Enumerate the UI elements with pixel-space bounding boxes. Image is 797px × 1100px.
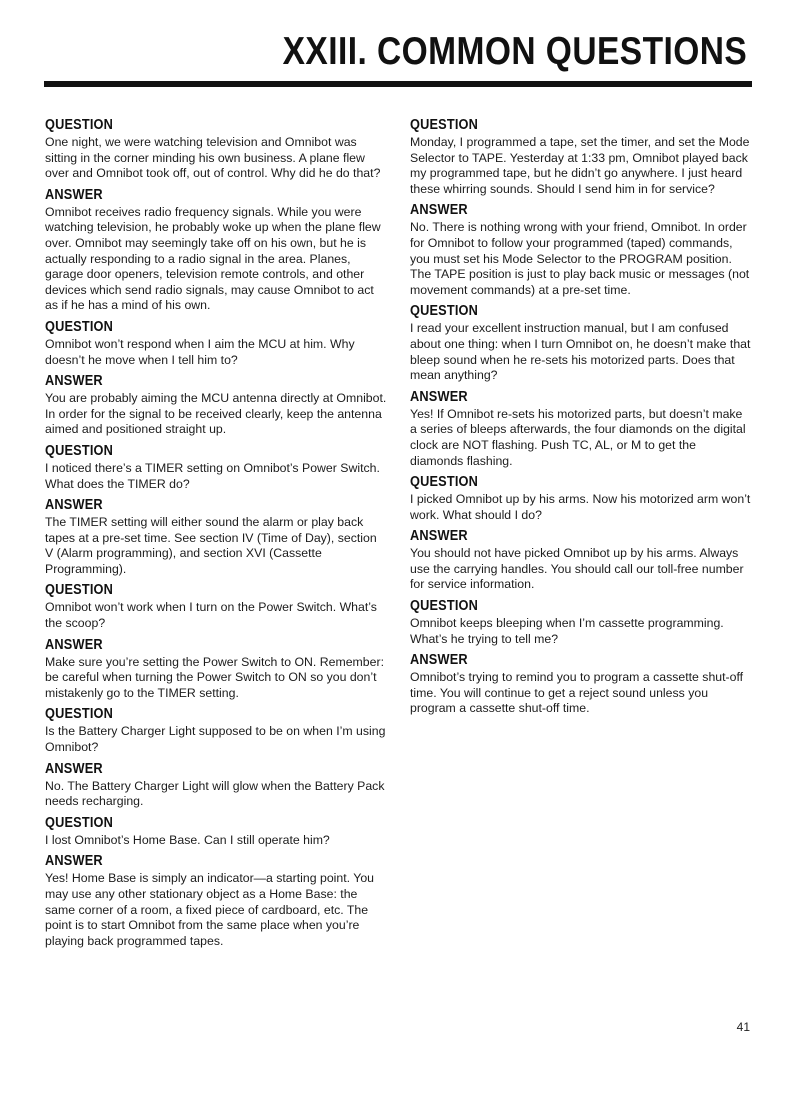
qa-item [45, 582, 387, 701]
answer-label: ANSWER [45, 636, 103, 653]
question-label: QUESTION [410, 303, 479, 320]
question-text: Omnibot won’t work when I turn on the Power Switch. What’s the scoop? [45, 600, 377, 631]
question-label: QUESTION [45, 706, 114, 723]
question-text: One night, we were watching television and Omnibot was sitting in the corner minding his own business. A plane flew over and Omnibot took off, out of control. Why did he do that? [45, 135, 381, 181]
answer-text: Omnibot’s trying to remind you to program a cassette shut-off time. You will continue to get a reject sound unless you program a cassette shut-off time. [410, 670, 744, 716]
question-label: QUESTION [45, 117, 114, 133]
qa-item [410, 303, 752, 469]
question-text: I noticed there’s a TIMER setting on Omnibot’s Power Switch. What does the TIMER do? [45, 460, 380, 491]
answer-label: ANSWER [410, 528, 468, 545]
answer-text: No. The Battery Charger Light will glow when the Battery Pack needs recharging. [45, 778, 385, 809]
answer-text: The TIMER setting will either sound the alarm or play back tapes at a pre-set time. See section IV (Time of Day), section V (Alarm programming), and section XVI (Cassette Programming). [45, 515, 377, 576]
question-label: QUESTION [45, 318, 114, 335]
question-label: QUESTION [410, 474, 479, 491]
answer-label: ANSWER [45, 760, 103, 777]
qa-item [410, 598, 752, 717]
question-text: Omnibot won’t respond when I aim the MCU at him. Why doesn’t he move when I tell him to? [45, 336, 355, 367]
qa-item [45, 815, 387, 950]
answer-text: Omnibot receives radio frequency signals. While you were watching television, he probably woke up when the plane flew over. Omnibot may seemingly take off on his own, but he is actually responding to a radio signal in the area. Planes, garage door openers, television remote controls, and other devices which send radio signals, may cause Omnibot to act as if he has a mind of his own. [45, 204, 381, 313]
qa-item [45, 706, 387, 809]
answer-text: You should not have picked Omnibot up by his arms. Always use the carrying handles. You should call our toll-free number for service information. [410, 546, 744, 592]
qa-item [410, 117, 752, 298]
answer-label: ANSWER [410, 652, 468, 669]
answer-text: Make sure you’re setting the Power Switch to ON. Remember: be careful when turning the Power Switch to ON so you don’t mistakenly go to the TIMER setting. [45, 654, 384, 700]
answer-text: You are probably aiming the MCU antenna directly at Omnibot. In order for the signal to be received clearly, keep the antenna aimed and positioned straight up. [45, 391, 387, 437]
title-rule [44, 81, 752, 87]
answer-label: ANSWER [45, 186, 103, 203]
answer-label: ANSWER [410, 388, 468, 405]
question-text: Monday, I programmed a tape, set the timer, and set the Mode Selector to TAPE. Yesterday at 1:33 pm, Omnibot played back my programmed tape, but he didn’t go anywhere. I just heard these whirring sounds. Should I send him in for service? [410, 135, 750, 196]
question-label: QUESTION [410, 598, 479, 615]
question-text: Is the Battery Charger Light supposed to be on when I’m using Omnibot? [45, 724, 386, 755]
page-number: 41 [736, 1020, 750, 1034]
qa-item [45, 117, 387, 314]
answer-text: No. There is nothing wrong with your friend, Omnibot. In order for Omnibot to follow your programmed (taped) commands, you must set his Mode Selector to the PROGRAM position. The TAPE position is just to play back music or messages (not movement commands) at a pre-set time. [410, 220, 750, 297]
answer-text: Yes! If Omnibot re-sets his motorized parts, but doesn’t make a series of bleeps afterwards, the four diamonds on the digital clock are NOT flashing. Push TC, AL, or M to get the diamonds flashing. [410, 406, 746, 468]
answer-label: ANSWER [410, 202, 468, 219]
qa-item [410, 474, 752, 593]
question-text: Omnibot keeps bleeping when I’m cassette programming. What’s he trying to tell me? [410, 616, 724, 646]
question-text: I read your excellent instruction manual, but I am confused about one thing: when I turn Omnibot on, he doesn’t make that bleep sound when he re-sets his motorized parts. Does that mean anything? [410, 321, 751, 383]
page-title: XXIII. COMMON QUESTIONS [282, 30, 747, 73]
answer-label: ANSWER [45, 853, 103, 870]
question-label: QUESTION [45, 582, 114, 599]
qa-item [45, 319, 387, 438]
question-text: I picked Omnibot up by his arms. Now his motorized arm won’t work. What should I do? [410, 492, 751, 522]
right-column [410, 117, 752, 722]
left-column [45, 117, 387, 954]
question-label: QUESTION [45, 814, 114, 831]
question-text: I lost Omnibot’s Home Base. Can I still operate him? [45, 832, 330, 847]
question-label: QUESTION [45, 442, 114, 459]
answer-label: ANSWER [45, 373, 103, 390]
qa-item [45, 443, 387, 578]
answer-text: Yes! Home Base is simply an indicator—a starting point. You may use any other stationary object as a Home Base: the same corner of a room, a fixed piece of cardboard, etc. The point is to start Omnibot from the same place when you’re playing back programmed tapes. [45, 871, 375, 948]
answer-label: ANSWER [45, 497, 103, 514]
question-label: QUESTION [410, 117, 479, 133]
